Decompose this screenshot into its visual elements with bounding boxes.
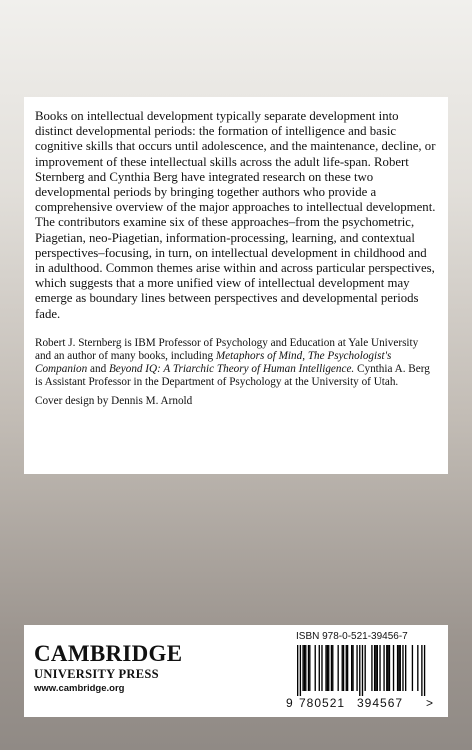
publisher-url[interactable]: www.cambridge.org (34, 683, 125, 694)
bio-text-1: Robert J. Sternberg is IBM Professor of Psychology and Education at Yale University and an author of many books, including (35, 336, 419, 362)
author-bio (35, 337, 437, 389)
barcode-right-digits: 394567 (357, 696, 404, 710)
bio-text-2: and (87, 362, 109, 375)
book-description: Books on intellectual development typically separate development into distinct developmental periods: the formation of intelligence and basic cognitive skills that occurs until adolescence, and the maintenance, decline, or improvement of these intellectual skills across the adult life-span. Robert Sternberg and Cynthia Berg have integrated research on these two developmental periods by bringing together authors who provide a comprehensive overview of the major approaches to intellectual development. The contributors examine six of these approaches–from the psychometric, Piagetian, neo-Piagetian, information-processing, learning, and contextual perspectives–focusing, in turn, on intellectual development in childhood and in adulthood. Common themes arise within and across particular perspectives, which suggests that a more unified view of intellectual development may emerge as boundary lines between perspectives and developmental periods fade. (35, 109, 436, 321)
barcode-graphic (286, 645, 432, 696)
barcode-first-digit: 9 (286, 696, 293, 710)
publisher-logo (34, 642, 182, 695)
barcode-arrow: > (426, 696, 434, 710)
publisher-barcode-box (24, 625, 448, 717)
barcode-left-digits: 780521 (299, 696, 346, 710)
bio-book-title-2: Beyond IQ: A Triarchic Theory of Human Intelligence. (108, 362, 355, 375)
bio-book-titles: Metaphors of Mind, The Psychologist's Companion (35, 349, 392, 375)
isbn-label: ISBN 978-0-521-39456-7 (296, 631, 408, 642)
cover-design-credit: Cover design by Dennis M. Arnold (35, 394, 193, 407)
back-cover-text-panel (24, 97, 448, 474)
publisher-name: CAMBRIDGE (34, 641, 183, 666)
bio-text-3: Cynthia A. Berg is Assistant Professor in the Department of Psychology at the University of Utah. (35, 362, 430, 388)
publisher-subtitle: UNIVERSITY PRESS (34, 667, 159, 681)
